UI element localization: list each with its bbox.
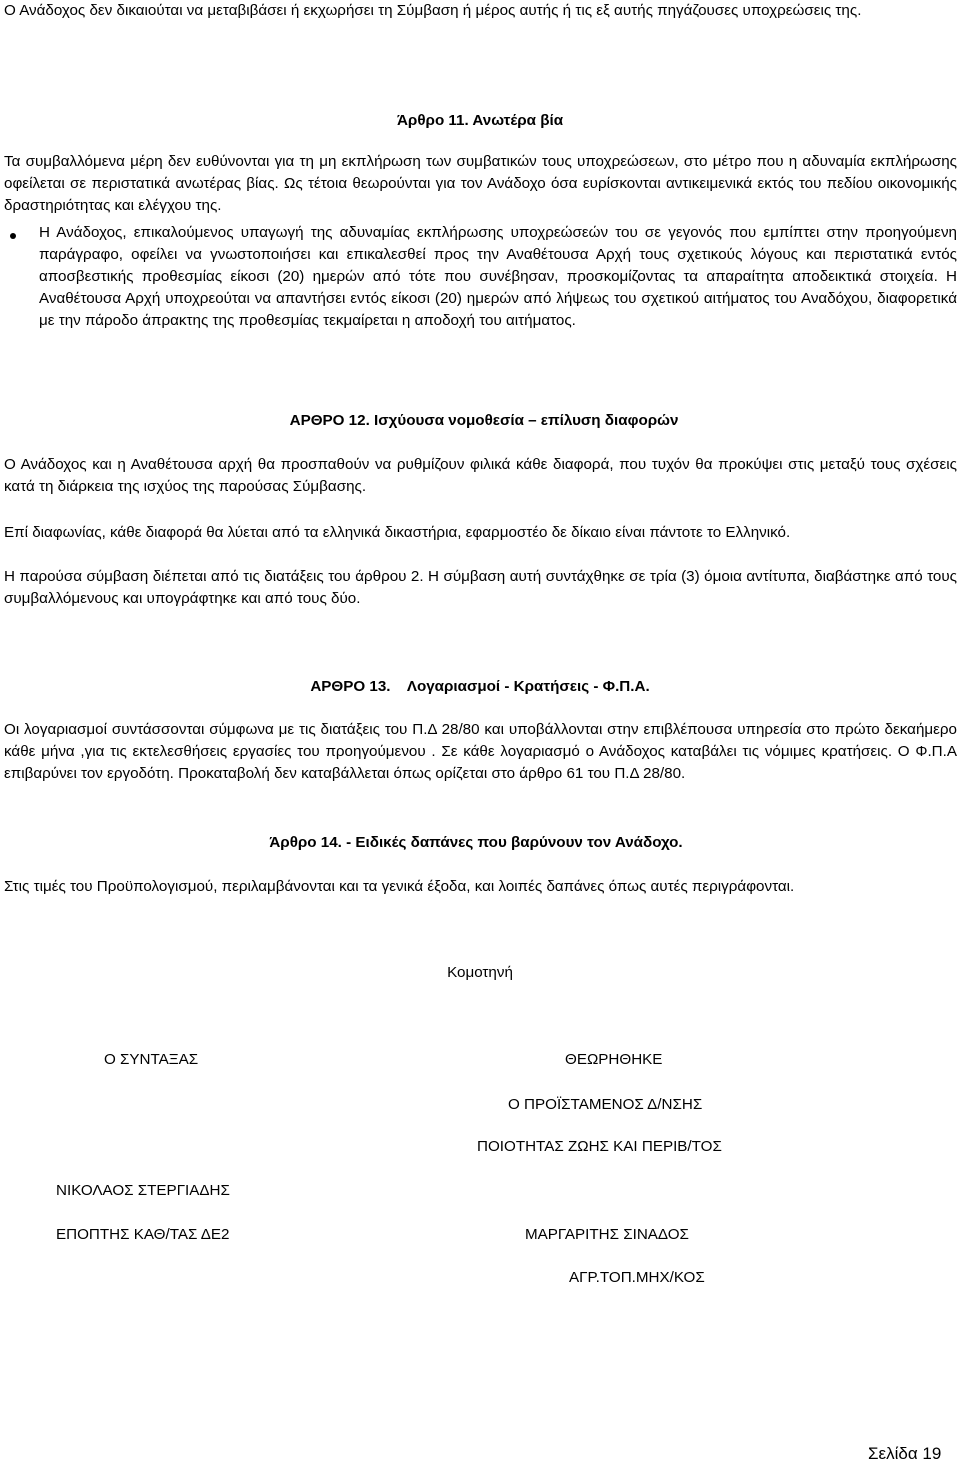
article-12-paragraph-2: Επί διαφωνίας, κάθε διαφορά θα λύεται από τα ελληνικά δικαστήρια, εφαρμοστέο δε δίκαιο είναι πάντοτε το Ελληνικό.	[4, 524, 791, 541]
intro-paragraph: Ο Ανάδοχος δεν δικαιούται να μεταβιβάσει ή εκχωρήσει τη Σύμβαση ή μέρος αυτής ή τις εξ αυτής πηγάζουσες υποχρεώσεις της.	[4, 2, 862, 19]
article-12-heading: ΑΡΘΡΟ 12. Ισχύουσα νομοθεσία – επίλυση διαφορών	[289, 412, 679, 429]
article-11-paragraph: Τα συμβαλλόμενα μέρη δεν ευθύνονται για τη μη εκπλήρωση των συμβατικών τους υποχρεώσεων, στο μέτρο που η αδυναμία εκπλήρωσης οφείλεται σε περιστατικά ανωτέρας βίας. Ως τέτοια θεωρούνται για τον Ανάδοχο όσα ευρίσκονται αντικειμενικά εκτός του πεδίου οικονομικής δραστηριότητας και ελέγχου της.	[4, 153, 957, 214]
compiler-role: ΕΠΟΠΤΗΣ ΚΑΘ/ΤΑΣ ΔΕ2	[56, 1226, 230, 1243]
compiler-title: Ο ΣΥΝΤΑΞΑΣ	[104, 1051, 199, 1068]
compiler-name: ΝΙΚΟΛΑΟΣ ΣΤΕΡΓΙΑΔΗΣ	[56, 1182, 230, 1199]
directorate-name: ΠΟΙΟΤΗΤΑΣ ΖΩΗΣ ΚΑΙ ΠΕΡΙΒ/ΤΟΣ	[477, 1138, 722, 1155]
director-name: ΜΑΡΓΑΡΙΤΗΣ ΣΙΝΑΔΟΣ	[525, 1226, 689, 1243]
article-14-heading: Άρθρο 14. - Ειδικές δαπάνες που βαρύνουν τον Ανάδοχο.	[269, 834, 683, 851]
director-qualification: ΑΓΡ.ΤΟΠ.ΜΗΧ/ΚΟΣ	[569, 1269, 705, 1286]
article-11-heading: Άρθρο 11. Ανωτέρα βία	[396, 112, 564, 129]
article-12-paragraph-1: Ο Ανάδοχος και η Αναθέτουσα αρχή θα προσπαθούν να ρυθμίζουν φιλικά κάθε διαφορά, που τυχόν θα προκύψει στις μεταξύ τους σχέσεις κατά τη διάρκεια της ισχύος της παρούσας Σύμβασης.	[4, 456, 957, 495]
article-14-paragraph: Στις τιμές του Προϋπολογισμού, περιλαμβάνονται και τα γενικά έξοδα, και λοιπές δαπάνες όπως αυτές περιγράφονται.	[4, 878, 795, 895]
director-role: Ο ΠΡΟΪΣΤΑΜΕΝΟΣ Δ/ΝΣΗΣ	[508, 1096, 703, 1113]
article-13-paragraph: Οι λογαριασμοί συντάσσονται σύμφωνα με τις διατάξεις του Π.Δ 28/80 και υποβάλλονται στην επιβλέπουσα υπηρεσία στο πρώτο δεκαήμερο κάθε μήνα ,για τις εκτελεσθήσεις εργασίες του προηγούμενου . Σε κάθε λογαριασμό ο Ανάδοχος καταβάλει τις νόμιμες κρατήσεις. Ο Φ.Π.Α επιβαρύνει τον εργοδότη. Προκαταβολή δεν καταβάλλεται όπως ορίζεται στο άρθρο 61 του Π.Δ 28/80.	[4, 721, 957, 782]
article-12-paragraph-3: Η παρούσα σύμβαση διέπεται από τις διατάξεις του άρθρου 2. Η σύμβαση αυτή συντάχθηκε σε τρία (3) όμοια αντίτυπα, διαβάστηκε από τους συμβαλλόμενους και υπογράφτηκε και από τους δύο.	[4, 568, 957, 607]
article-13-heading: ΑΡΘΡΟ 13. Λογαριασμοί - Κρατήσεις - Φ.Π.Α.	[310, 678, 650, 695]
page-number: Σελίδα 19	[868, 1444, 942, 1463]
place-label: Κομοτηνή	[447, 964, 513, 981]
article-11-bullet-paragraph: Η Ανάδοχος, επικαλούμενος υπαγωγή της αδυναμίας εκπλήρωσης υποχρεώσεών του σε γεγονός που εμπίπτει στην προηγούμενη παράγραφο, οφείλει να γνωστοποιήσει και επικαλεσθεί προς την Αναθέτουσα Αρχή τους σχετικούς λόγους και περιστατικά εντός αποσβεστικής προθεσμίας είκοσι (20) ημερών από τότε που συνέβησαν, προσκομίζοντας τα απαραίτητα αποδεικτικά στοιχεία. Η Αναθέτουσα Αρχή υποχρεούται να απαντήσει εντός είκοσι (20) ημερών από λήψεως του σχετικού αιτήματος του Αναδόχου, διαφορετικά με την πάροδο άπρακτης της προθεσμίας τεκμαίρεται η αποδοχή του αιτήματος.	[39, 224, 957, 329]
approved-title: ΘΕΩΡΗΘΗΚΕ	[565, 1051, 663, 1068]
bullet-dot-icon	[10, 233, 16, 239]
